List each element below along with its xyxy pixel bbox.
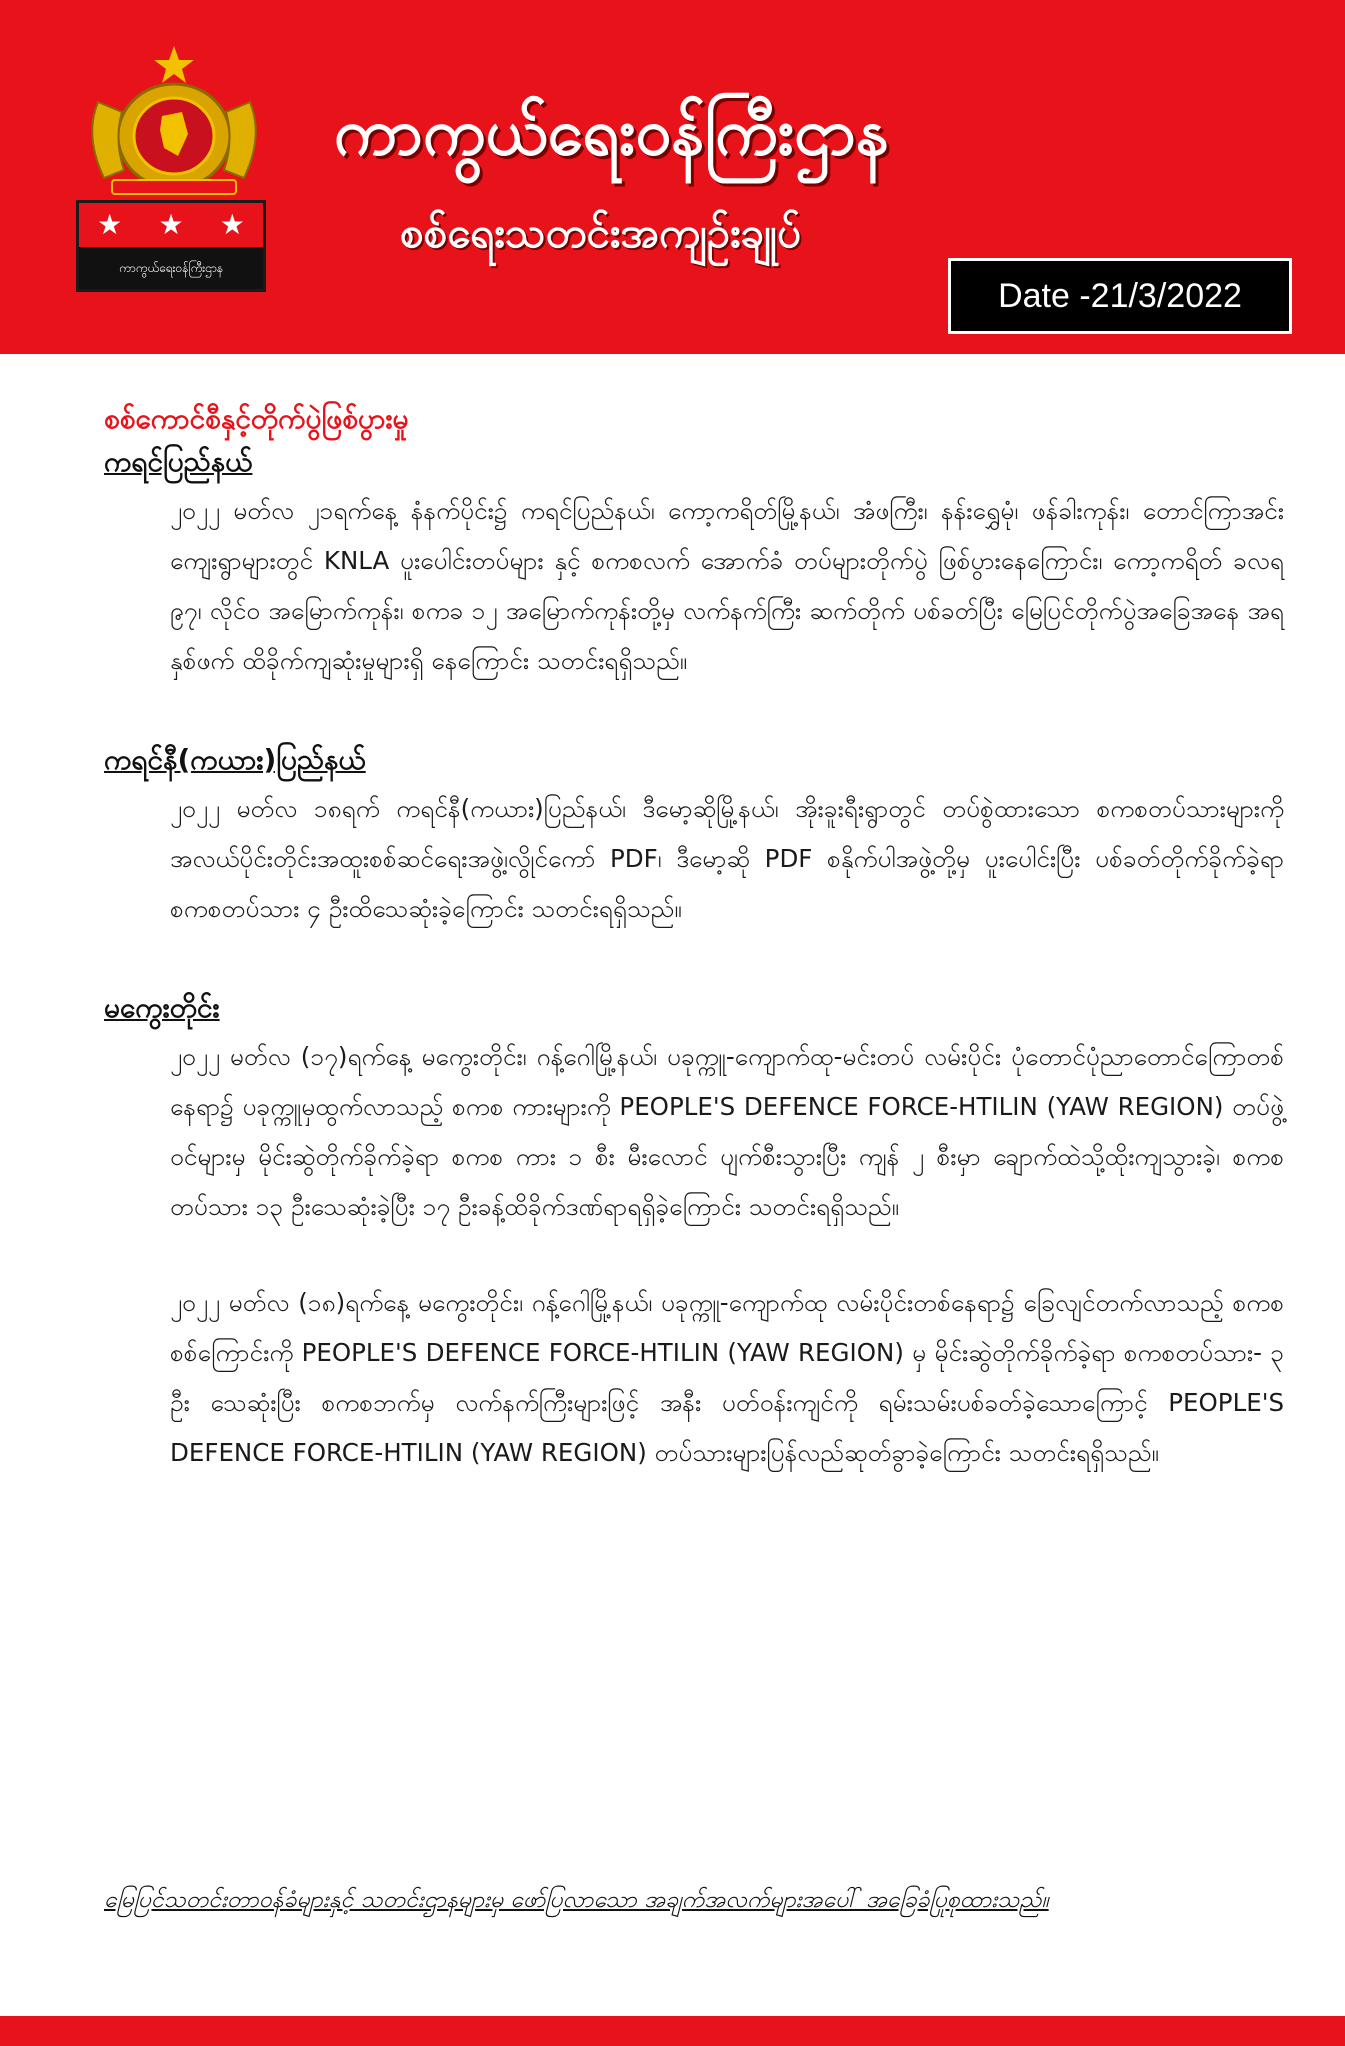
section-title: စစ်ကောင်စီနှင့်တိုက်ပွဲဖြစ်ပွားမှု [104,402,409,435]
region-heading-kayin: ကရင်ပြည်နယ် [104,445,253,478]
date-box: Date -21/3/2022 [948,258,1292,334]
region-heading-karenni: ကရင်နီ(ကယား)ပြည်နယ် [104,743,366,776]
report-paragraph: ၂၀၂၂ မတ်လ ၁၈ရက် ကရင်နီ(ကယား)ပြည်နယ်၊ ဒီမော့ဆိုမြို့နယ်၊ အိုးခူးရီးရွာတွင် တပ်စွဲထားသော စကစတပ်သားများကို အလယ်ပိုင်းတိုင်းအထူးစစ်ဆင်ရေးအဖွဲ့၊လွိုင်ကော် PDF၊ ဒီမော့ဆို PDF စနိုက်ပါအဖွဲ့တို့မှ ပူးပေါင်းပြီး ပစ်ခတ်တိုက်ခိုက်ခဲ့ရာ စကစတပ်သား ၄ ဦးထိသေဆုံးခဲ့ကြောင်း သတင်းရရှိသည်။ [170,794,1284,923]
bulletin-title: စစ်ရေးသတင်းအကျဉ်းချုပ် [400,208,801,257]
source-note: မြေပြင်သတင်းတာဝန်ခံများနှင့် သတင်းဌာနများမှ ဖော်ပြလာသော အချက်အလက်များအပေါ် အခြေခံပြုစုထားသည်။ [104,1887,1049,1913]
footer-bar [0,2016,1345,2046]
report-paragraph: ၂၀၂၂ မတ်လ ၂၁ရက်နေ့ နံနက်ပိုင်း၌ ကရင်ပြည်နယ်၊ ကော့ကရိတ်မြို့နယ်၊ အံဖကြီး၊ နန်းရွှေမုံ၊ ဖန်ခါးကုန်း၊ တောင်ကြာအင်း ကျေးရွာများတွင် KNLA ပူးပေါင်းတပ်များ နှင့် စကစလက် အောက်ခံ တပ်များတိုက်ပွဲ ဖြစ်ပွားနေကြောင်း၊ ကော့ကရိတ် ခလရ ၉၇၊ လိုင်ဝ အမြောက်ကုန်း၊ စကခ ၁၂ အမြောက်ကုန်းတို့မှ လက်နက်ကြီး ဆက်တိုက် ပစ်ခတ်ပြီး မြေပြင်တိုက်ပွဲအခြေအနေ အရ နှစ်ဖက် ထိခိုက်ကျဆုံးမှုများရှိ နေကြောင်း သတင်းရရှိသည်။ [170,496,1284,675]
state-emblem-icon [78,44,270,196]
report-paragraph: ၂၀၂၂ မတ်လ (၁၈)ရက်နေ့ မကွေးတိုင်း၊ ဂန့်ဂေါမြို့နယ်၊ ပခုက္ကူ-ကျောက်ထု လမ်းပိုင်းတစ်နေရာ၌ ခြေလျင်တက်လာသည့် စကစ စစ်ကြောင်းကို PEOPLE'S DEFENCE FORCE-HTILIN (YAW REGION) မှ မိုင်းဆွဲတိုက်ခိုက်ခဲ့ရာ စကစတပ်သား- ၃ ဦး သေဆုံးပြီး စကစဘက်မှ လက်နက်ကြီးများဖြင့် အနီး ပတ်ဝန်းကျင်ကို ရမ်းသမ်းပစ်ခတ်ခဲ့သောကြောင့် PEOPLE'S DEFENCE FORCE-HTILIN (YAW REGION) တပ်သားများပြန်လည်ဆုတ်ခွာခဲ့ကြောင်း သတင်းရရှိသည်။ [170,1288,1284,1467]
ministry-flag [76,200,266,292]
logo-caption: ကာကွယ်ရေးဝန်ကြီးဌာန [79,247,263,289]
header-banner [0,0,1345,354]
region-heading-magway: မကွေးတိုင်း [104,991,220,1024]
bulletin-body [104,398,1284,1478]
star-icons: ★ ★ ★ [97,208,245,241]
report-paragraph: ၂၀၂၂ မတ်လ (၁၇)ရက်နေ့ မကွေးတိုင်း၊ ဂန့်ဂေါမြို့နယ်၊ ပခုက္ကူ-ကျောက်ထု-မင်းတပ် လမ်းပိုင်း ပုံတောင်ပုံညာတောင်ကြောတစ်နေရာ၌ ပခုက္ကူမှထွက်လာသည့် စကစ ကားများကို PEOPLE'S DEFENCE FORCE-HTILIN (YAW REGION) တပ်ဖွဲ့ဝင်များမှ မိုင်းဆွဲတိုက်ခိုက်ခဲ့ရာ စကစ ကား ၁ စီး မီးလောင် ပျက်စီးသွားပြီး ကျန် ၂ စီးမှာ ချောက်ထဲသို့ထိုးကျသွားခဲ့၊ စကစတပ်သား ၁၃ ဦးသေဆုံးခဲ့ပြီး ၁၇ ဦးခန့်ထိခိုက်ဒဏ်ရာရရှိခဲ့ကြောင်း သတင်းရရှိသည်။ [170,1042,1284,1221]
ministry-title: ကာကွယ်ရေးဝန်ကြီးဌာန [334,96,890,170]
